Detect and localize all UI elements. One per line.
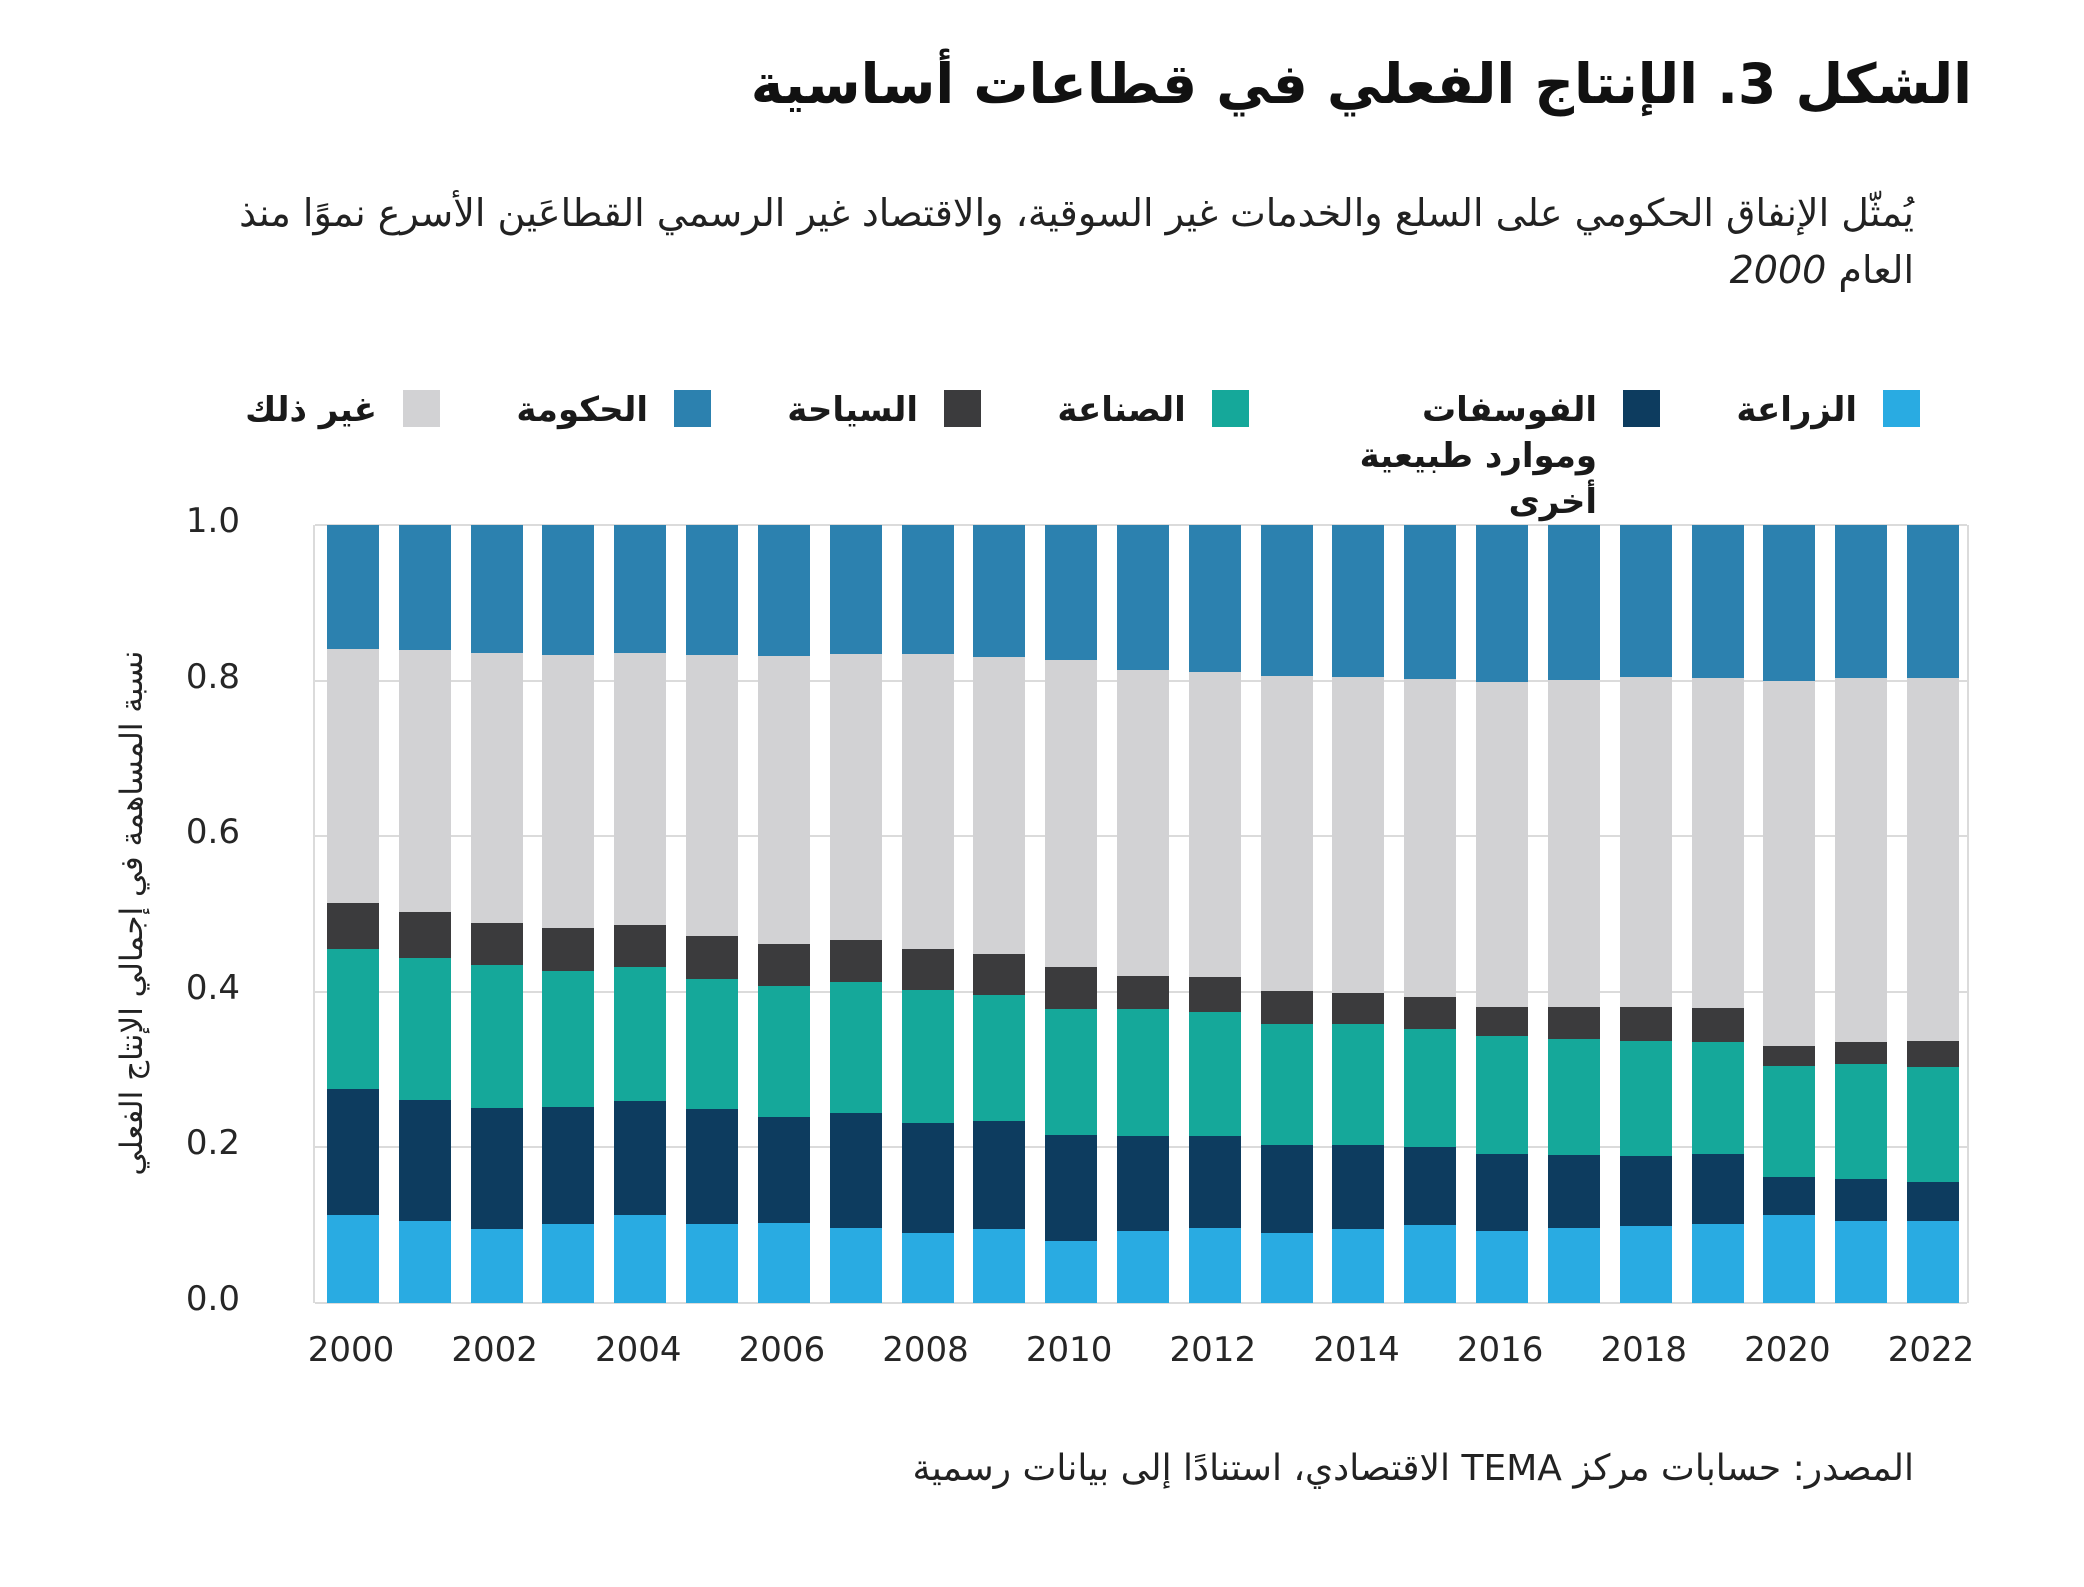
bar-segment xyxy=(1476,1231,1528,1303)
bar-segment xyxy=(1332,525,1384,677)
legend-item-phosphates xyxy=(1325,388,1660,526)
bar-segment xyxy=(327,903,379,949)
bar-2011 xyxy=(1117,525,1169,1303)
y-axis-title: نسبة المساهمة في إجمالي الإنتاج الفعلي xyxy=(114,650,150,1176)
bar-segment xyxy=(1404,997,1456,1029)
bar-segment xyxy=(830,982,882,1113)
bar-segment xyxy=(1189,672,1241,977)
bar-segment xyxy=(902,654,954,949)
bar-2016 xyxy=(1476,525,1528,1303)
bar-segment xyxy=(1763,525,1815,681)
bar-segment xyxy=(327,949,379,1089)
legend-label: الفوسفات وموارد طبيعية أخرى xyxy=(1359,390,1598,522)
bar-segment xyxy=(614,653,666,925)
bar-segment xyxy=(1763,1046,1815,1066)
bar-segment xyxy=(1692,1008,1744,1042)
chart-legend xyxy=(245,388,1920,526)
x-tick-label: 2018 xyxy=(1600,1330,1687,1370)
legend-label: الحكومة xyxy=(516,390,648,430)
bar-segment xyxy=(542,928,594,971)
bar-2013 xyxy=(1261,525,1313,1303)
agriculture-swatch xyxy=(1883,390,1920,427)
bar-segment xyxy=(1835,525,1887,678)
bar-segment xyxy=(1548,680,1600,1007)
bar-segment xyxy=(1045,660,1097,967)
bar-segment xyxy=(1476,525,1528,682)
bar-segment xyxy=(614,925,666,967)
bar-segment xyxy=(1692,525,1744,677)
bar-segment xyxy=(614,1215,666,1303)
bar-segment xyxy=(758,986,810,1117)
bar-segment xyxy=(1548,1155,1600,1228)
subtitle-year: 2000 xyxy=(1729,248,1827,292)
legend-item-agriculture xyxy=(1736,388,1920,434)
bar-segment xyxy=(399,1221,451,1303)
bar-2021 xyxy=(1835,525,1887,1303)
bar-segment xyxy=(1261,1145,1313,1233)
x-tick-label: 2020 xyxy=(1744,1330,1831,1370)
bar-2012 xyxy=(1189,525,1241,1303)
bar-segment xyxy=(471,653,523,923)
bar-segment xyxy=(1548,1007,1600,1040)
bar-segment xyxy=(1189,1136,1241,1228)
legend-label: الصناعة xyxy=(1057,390,1186,430)
bar-segment xyxy=(1907,1041,1959,1067)
bar-segment xyxy=(1548,1228,1600,1303)
bar-segment xyxy=(1117,670,1169,977)
legend-label: غير ذلك xyxy=(245,390,378,430)
bar-segment xyxy=(973,954,1025,995)
bar-segment xyxy=(1117,525,1169,670)
bar-segment xyxy=(542,1224,594,1303)
bar-segment xyxy=(399,650,451,911)
bar-segment xyxy=(614,1101,666,1215)
bar-segment xyxy=(1045,967,1097,1009)
bar-segment xyxy=(1548,1039,1600,1155)
bar-segment xyxy=(1620,1007,1672,1041)
bar-segment xyxy=(1620,1156,1672,1226)
bar-segment xyxy=(1332,1024,1384,1145)
bar-segment xyxy=(1476,1007,1528,1036)
bar-segment xyxy=(973,995,1025,1121)
bar-segment xyxy=(830,940,882,982)
bar-segment xyxy=(902,1123,954,1233)
bar-segment xyxy=(1404,1147,1456,1226)
bar-2008 xyxy=(902,525,954,1303)
bar-segment xyxy=(902,949,954,990)
bar-2007 xyxy=(830,525,882,1303)
bar-segment xyxy=(1261,1024,1313,1145)
x-tick-label: 2004 xyxy=(595,1330,682,1370)
bar-segment xyxy=(1476,682,1528,1007)
bar-segment xyxy=(1332,1145,1384,1229)
bar-segment xyxy=(686,525,738,655)
x-tick-label: 2002 xyxy=(451,1330,538,1370)
bar-segment xyxy=(399,912,451,958)
stacked-bar-chart xyxy=(313,525,1969,1303)
bar-segment xyxy=(1261,676,1313,991)
bar-segment xyxy=(1620,677,1672,1007)
bar-2001 xyxy=(399,525,451,1303)
y-tick-label: 0.8 xyxy=(185,656,240,697)
bar-segment xyxy=(902,525,954,654)
bar-2019 xyxy=(1692,525,1744,1303)
bar-segment xyxy=(1548,525,1600,680)
bar-segment xyxy=(758,944,810,987)
bar-2017 xyxy=(1548,525,1600,1303)
bar-segment xyxy=(1692,678,1744,1009)
bar-segment xyxy=(399,1100,451,1221)
legend-label: السياحة xyxy=(787,390,919,430)
bar-segment xyxy=(973,1229,1025,1303)
bar-2005 xyxy=(686,525,738,1303)
bar-segment xyxy=(1332,993,1384,1023)
x-tick-label: 2008 xyxy=(882,1330,969,1370)
bar-segment xyxy=(758,1117,810,1223)
bar-segment xyxy=(1835,1179,1887,1221)
bar-segment xyxy=(1835,1221,1887,1303)
legend-item-other xyxy=(245,388,440,434)
bar-segment xyxy=(1332,1229,1384,1303)
bar-segment xyxy=(1189,1012,1241,1136)
source-note: المصدر: حسابات مركز TEMA الاقتصادي، استنادًا إلى بيانات رسمية xyxy=(912,1448,1914,1489)
bar-segment xyxy=(1261,525,1313,676)
subtitle-text: يُمثّل الإنفاق الحكومي على السلع والخدمات غير السوقية، والاقتصاد غير الرسمي القطاعَين الأسرع نموًا منذ العام xyxy=(239,191,1914,292)
bar-segment xyxy=(902,1233,954,1303)
bar-segment xyxy=(1404,679,1456,997)
bar-segment xyxy=(1117,1009,1169,1136)
bar-segment xyxy=(327,1215,379,1303)
bar-segment xyxy=(1261,991,1313,1024)
bar-segment xyxy=(1692,1154,1744,1223)
figure-subtitle xyxy=(154,185,1914,299)
y-tick-label: 0.6 xyxy=(185,812,240,853)
legend-item-government xyxy=(516,388,711,434)
bar-segment xyxy=(327,525,379,649)
bar-segment xyxy=(1045,1009,1097,1135)
y-tick-label: 0.4 xyxy=(185,967,240,1008)
bar-segment xyxy=(1404,525,1456,679)
bar-segment xyxy=(542,971,594,1107)
bar-segment xyxy=(686,1109,738,1224)
bar-segment xyxy=(830,1228,882,1303)
bar-segment xyxy=(973,525,1025,657)
bar-segment xyxy=(1907,1182,1959,1221)
bar-segment xyxy=(1907,525,1959,678)
bar-segment xyxy=(1835,678,1887,1042)
bar-segment xyxy=(1404,1225,1456,1303)
bar-2018 xyxy=(1620,525,1672,1303)
bar-segment xyxy=(830,525,882,654)
legend-label: الزراعة xyxy=(1736,390,1857,430)
bar-segment xyxy=(1117,1136,1169,1231)
bar-segment xyxy=(1620,525,1672,677)
x-tick-label: 2010 xyxy=(1025,1330,1113,1370)
bar-2004 xyxy=(614,525,666,1303)
bar-segment xyxy=(1835,1064,1887,1178)
bar-segment xyxy=(1620,1041,1672,1156)
bar-segment xyxy=(830,1113,882,1227)
bar-2006 xyxy=(758,525,810,1303)
tourism-swatch xyxy=(944,390,981,427)
bar-segment xyxy=(1189,525,1241,672)
bar-segment xyxy=(399,958,451,1100)
legend-item-industry xyxy=(1057,388,1248,434)
bar-segment xyxy=(1907,1221,1959,1303)
bar-segment xyxy=(1692,1224,1744,1303)
bar-segment xyxy=(327,1089,379,1215)
bar-segment xyxy=(1763,1215,1815,1303)
bar-segment xyxy=(399,525,451,650)
bar-2020 xyxy=(1763,525,1815,1303)
bar-2002 xyxy=(471,525,523,1303)
bar-segment xyxy=(830,654,882,940)
bar-segment xyxy=(1189,1228,1241,1303)
bar-segment xyxy=(1476,1036,1528,1153)
bar-segment xyxy=(471,1108,523,1229)
x-tick-label: 2014 xyxy=(1313,1330,1400,1370)
y-tick-label: 0.0 xyxy=(185,1279,240,1319)
bar-2015 xyxy=(1404,525,1456,1303)
phosphates-swatch xyxy=(1623,390,1660,427)
bar-segment xyxy=(1476,1154,1528,1231)
bar-2022 xyxy=(1907,525,1959,1303)
bar-segment xyxy=(1117,1231,1169,1303)
figure-title: الشكل 3. الإنتاج الفعلي في قطاعات أساسية xyxy=(750,52,1972,116)
bar-segment xyxy=(614,525,666,653)
bar-segment xyxy=(542,655,594,928)
bar-segment xyxy=(1045,1241,1097,1303)
bar-segment xyxy=(1045,1135,1097,1241)
bar-segment xyxy=(471,923,523,966)
bar-2009 xyxy=(973,525,1025,1303)
bar-segment xyxy=(327,649,379,903)
bar-segment xyxy=(1332,677,1384,994)
x-tick-label: 2022 xyxy=(1887,1330,1975,1370)
bar-segment xyxy=(758,1223,810,1303)
government-swatch xyxy=(674,390,711,427)
bar-segment xyxy=(1835,1042,1887,1064)
industry-swatch xyxy=(1212,390,1249,427)
other-swatch xyxy=(403,390,440,427)
bar-segment xyxy=(1620,1226,1672,1303)
bar-segment xyxy=(471,1229,523,1303)
bar-segment xyxy=(686,655,738,936)
bar-segment xyxy=(1907,1067,1959,1182)
bar-segment xyxy=(1045,525,1097,660)
bar-2010 xyxy=(1045,525,1097,1303)
bar-2003 xyxy=(542,525,594,1303)
bar-segment xyxy=(758,525,810,656)
bar-2014 xyxy=(1332,525,1384,1303)
bar-segment xyxy=(614,967,666,1101)
bar-segment xyxy=(471,525,523,653)
bar-segment xyxy=(1907,678,1959,1041)
bar-segment xyxy=(1692,1042,1744,1154)
bar-segment xyxy=(1117,976,1169,1009)
x-tick-label: 2000 xyxy=(307,1330,395,1370)
bar-segment xyxy=(758,656,810,944)
legend-item-tourism xyxy=(787,388,981,434)
bar-segment xyxy=(686,979,738,1109)
x-tick-label: 2016 xyxy=(1456,1330,1544,1370)
bar-segment xyxy=(471,965,523,1107)
bar-segment xyxy=(1763,1066,1815,1177)
bar-segment xyxy=(973,1121,1025,1229)
bar-segment xyxy=(542,1107,594,1224)
bar-segment xyxy=(1189,977,1241,1012)
x-tick-label: 2006 xyxy=(738,1330,826,1370)
y-tick-label: 1.0 xyxy=(185,501,240,541)
bar-segment xyxy=(686,936,738,979)
bar-segment xyxy=(1763,1177,1815,1215)
y-tick-label: 0.2 xyxy=(185,1123,240,1164)
bar-segment xyxy=(1404,1029,1456,1146)
x-tick-label: 2012 xyxy=(1169,1330,1257,1370)
bar-segment xyxy=(973,657,1025,953)
bar-segment xyxy=(1763,681,1815,1046)
bar-segment xyxy=(542,525,594,655)
bar-2000 xyxy=(327,525,379,1303)
bar-segment xyxy=(686,1224,738,1303)
bar-segment xyxy=(902,990,954,1123)
bar-segment xyxy=(1261,1233,1313,1303)
